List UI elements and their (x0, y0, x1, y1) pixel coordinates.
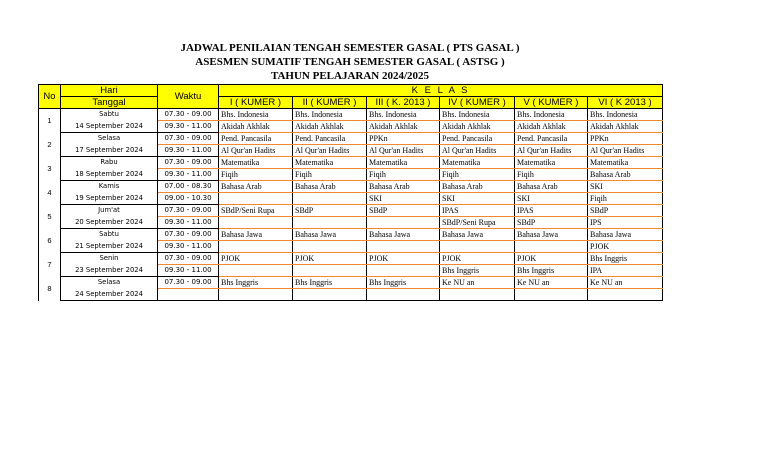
header-class-4: IV ( KUMER ) (440, 97, 515, 109)
subject-cell: Matematika (219, 157, 293, 169)
subject-cell (440, 241, 515, 253)
subject-cell: Akidah Akhlak (515, 121, 588, 133)
subject-cell: SBdP (293, 205, 367, 217)
header-no: No (39, 85, 61, 109)
row-day: Selasa (61, 277, 158, 289)
subject-cell: Ke NU an (515, 277, 588, 289)
table-row (39, 121, 663, 133)
row-date: 17 September 2024 (61, 145, 158, 157)
subject-cell (440, 289, 515, 301)
table-row (39, 277, 663, 289)
subject-cell: Fiqih (293, 169, 367, 181)
subject-cell: SBdP/Seni Rupa (219, 205, 293, 217)
subject-cell: Bahasa Arab (515, 181, 588, 193)
subject-cell (588, 289, 663, 301)
subject-cell (367, 241, 440, 253)
subject-cell (515, 289, 588, 301)
subject-cell: Bhs. Indonesia (367, 109, 440, 121)
table-row (39, 145, 663, 157)
table-row (39, 253, 663, 265)
subject-cell: Matematika (367, 157, 440, 169)
subject-cell (515, 241, 588, 253)
row-number: 7 (39, 253, 61, 277)
header-tanggal: Tanggal (61, 97, 158, 109)
row-time-slot-1: 07.30 - 09.00 (158, 277, 219, 289)
subject-cell: Matematika (515, 157, 588, 169)
subject-cell: PPKn (367, 133, 440, 145)
subject-cell (367, 265, 440, 277)
title-line-3: TAHUN PELAJARAN 2024/2025 (270, 70, 430, 82)
subject-cell: PJOK (367, 253, 440, 265)
subject-cell: Al Qur'an Hadits (588, 145, 663, 157)
subject-cell: Al Qur'an Hadits (440, 145, 515, 157)
row-date: 18 September 2024 (61, 169, 158, 181)
subject-cell: Bhs Inggris (515, 265, 588, 277)
row-date: 20 September 2024 (61, 217, 158, 229)
subject-cell: IPAS (515, 205, 588, 217)
subject-cell: Bhs Inggris (293, 277, 367, 289)
subject-cell: Bahasa Arab (219, 181, 293, 193)
row-date: 24 September 2024 (61, 289, 158, 301)
subject-cell: Bahasa Arab (367, 181, 440, 193)
subject-cell: SBdP (588, 205, 663, 217)
row-time-slot-2: 09.30 - 11.00 (158, 145, 219, 157)
table-row (39, 109, 663, 121)
subject-cell: Al Qur'an Hadits (219, 145, 293, 157)
row-number: 4 (39, 181, 61, 205)
row-number: 2 (39, 133, 61, 157)
subject-cell: Bahasa Arab (293, 181, 367, 193)
subject-cell (367, 217, 440, 229)
subject-cell: Bahasa Jawa (219, 229, 293, 241)
subject-cell: Akidah Akhlak (440, 121, 515, 133)
subject-cell (219, 241, 293, 253)
subject-cell (293, 217, 367, 229)
subject-cell: Bahasa Jawa (367, 229, 440, 241)
subject-cell: Akidah Akhlak (367, 121, 440, 133)
subject-cell: Al Qur'an Hadits (293, 145, 367, 157)
row-number: 5 (39, 205, 61, 229)
table-row (39, 229, 663, 241)
table-row (39, 169, 663, 181)
subject-cell: Bhs. Indonesia (219, 109, 293, 121)
subject-cell: Bhs Inggris (367, 277, 440, 289)
subject-cell: Ke NU an (588, 277, 663, 289)
subject-cell: Bahasa Jawa (440, 229, 515, 241)
subject-cell: Al Qur'an Hadits (515, 145, 588, 157)
title-line-1: JADWAL PENILAIAN TENGAH SEMESTER GASAL ( PTS GASAL ) (180, 42, 520, 54)
row-day: Kamis (61, 181, 158, 193)
subject-cell: Matematika (293, 157, 367, 169)
row-date: 23 September 2024 (61, 265, 158, 277)
table-row (39, 217, 663, 229)
subject-cell: Bhs. Indonesia (515, 109, 588, 121)
header-hari: Hari (61, 85, 158, 97)
subject-cell: SBdP/Seni Rupa (440, 217, 515, 229)
row-number: 8 (39, 277, 61, 301)
subject-cell (293, 193, 367, 205)
row-number: 3 (39, 157, 61, 181)
row-date: 19 September 2024 (61, 193, 158, 205)
schedule-table (38, 84, 663, 301)
subject-cell: PJOK (219, 253, 293, 265)
table-row (39, 133, 663, 145)
subject-cell: Fiqih (367, 169, 440, 181)
subject-cell: Bhs Inggris (440, 265, 515, 277)
subject-cell: SKI (588, 181, 663, 193)
row-day: Senin (61, 253, 158, 265)
subject-cell: Pend. Pancasila (219, 133, 293, 145)
schedule-body (39, 109, 663, 301)
row-time-slot-1: 07.00 - 08.30 (158, 181, 219, 193)
subject-cell: Bhs. Indonesia (293, 109, 367, 121)
subject-cell: SBdP (515, 217, 588, 229)
row-time-slot-1: 07.30 - 09.00 (158, 109, 219, 121)
subject-cell: Fiqih (588, 193, 663, 205)
subject-cell (367, 289, 440, 301)
subject-cell: Bhs Inggris (219, 277, 293, 289)
title-line-2: ASESMEN SUMATIF TENGAH SEMESTER GASAL ( ASTSG ) (195, 56, 505, 68)
subject-cell: SKI (515, 193, 588, 205)
header-kelas: K E L A S (219, 85, 663, 97)
subject-cell: Bhs. Indonesia (440, 109, 515, 121)
subject-cell: IPS (588, 217, 663, 229)
subject-cell: Bahasa Arab (440, 181, 515, 193)
subject-cell (219, 265, 293, 277)
row-time-slot-2: 09.30 - 11.00 (158, 217, 219, 229)
subject-cell: Bahasa Jawa (588, 229, 663, 241)
subject-cell: IPA (588, 265, 663, 277)
subject-cell (293, 241, 367, 253)
subject-cell (219, 193, 293, 205)
subject-cell: Akidah Akhlak (219, 121, 293, 133)
subject-cell: Matematika (588, 157, 663, 169)
table-row (39, 193, 663, 205)
subject-cell: Bahasa Arab (588, 169, 663, 181)
row-time-slot-1: 07.30 - 09.00 (158, 229, 219, 241)
header-class-6: VI ( K 2013 ) (588, 97, 663, 109)
row-number: 6 (39, 229, 61, 253)
subject-cell: PJOK (588, 241, 663, 253)
row-day: Rabu (61, 157, 158, 169)
subject-cell: Akidah Akhlak (588, 121, 663, 133)
row-time-slot-2: 09.30 - 11.00 (158, 265, 219, 277)
row-day: Sabtu (61, 229, 158, 241)
row-time-slot-1: 07.30 - 09.00 (158, 133, 219, 145)
subject-cell: Pend. Pancasila (515, 133, 588, 145)
subject-cell: SKI (440, 193, 515, 205)
subject-cell: Bhs. Indonesia (588, 109, 663, 121)
subject-cell (219, 289, 293, 301)
subject-cell: Al Qur'an Hadits (367, 145, 440, 157)
row-day: Sabtu (61, 109, 158, 121)
row-day: Selasa (61, 133, 158, 145)
subject-cell: Pend. Pancasila (293, 133, 367, 145)
table-row (39, 289, 663, 301)
subject-cell: Fiqih (515, 169, 588, 181)
subject-cell: Matematika (440, 157, 515, 169)
subject-cell (293, 289, 367, 301)
row-number: 1 (39, 109, 61, 133)
row-time-slot-1: 07.30 - 09.00 (158, 205, 219, 217)
header-waktu: Waktu (158, 85, 219, 109)
header-class-3: III ( K. 2013 ) (367, 97, 440, 109)
subject-cell: SBdP (367, 205, 440, 217)
subject-cell: Fiqih (219, 169, 293, 181)
subject-cell: SKI (367, 193, 440, 205)
row-date: 14 September 2024 (61, 121, 158, 133)
row-time-slot-2: 09.00 - 10.30 (158, 193, 219, 205)
subject-cell: IPAS (440, 205, 515, 217)
subject-cell: Pend. Pancasila (440, 133, 515, 145)
subject-cell: Ke NU an (440, 277, 515, 289)
subject-cell: PJOK (440, 253, 515, 265)
subject-cell: Bahasa Jawa (515, 229, 588, 241)
row-time-slot-2 (158, 289, 219, 301)
table-row (39, 205, 663, 217)
header-class-1: I ( KUMER ) (219, 97, 293, 109)
table-row (39, 241, 663, 253)
subject-cell: Akidah Akhlak (293, 121, 367, 133)
row-date: 21 September 2024 (61, 241, 158, 253)
subject-cell: Bahasa Jawa (293, 229, 367, 241)
subject-cell (219, 217, 293, 229)
subject-cell: Fiqih (440, 169, 515, 181)
table-row (39, 181, 663, 193)
table-row (39, 265, 663, 277)
table-row (39, 157, 663, 169)
row-time-slot-2: 09.30 - 11.00 (158, 121, 219, 133)
subject-cell: Bhs Inggris (588, 253, 663, 265)
row-time-slot-2: 09.30 - 11.00 (158, 241, 219, 253)
subject-cell: PJOK (515, 253, 588, 265)
header-class-5: V ( KUMER ) (515, 97, 588, 109)
row-time-slot-2: 09.30 - 11.00 (158, 169, 219, 181)
document-title-block (0, 41, 700, 83)
row-day: Jum'at (61, 205, 158, 217)
subject-cell: PPKn (588, 133, 663, 145)
header-class-2: II ( KUMER ) (293, 97, 367, 109)
row-time-slot-1: 07.30 - 09.00 (158, 253, 219, 265)
subject-cell (293, 265, 367, 277)
row-time-slot-1: 07.30 - 09.00 (158, 157, 219, 169)
subject-cell: PJOK (293, 253, 367, 265)
